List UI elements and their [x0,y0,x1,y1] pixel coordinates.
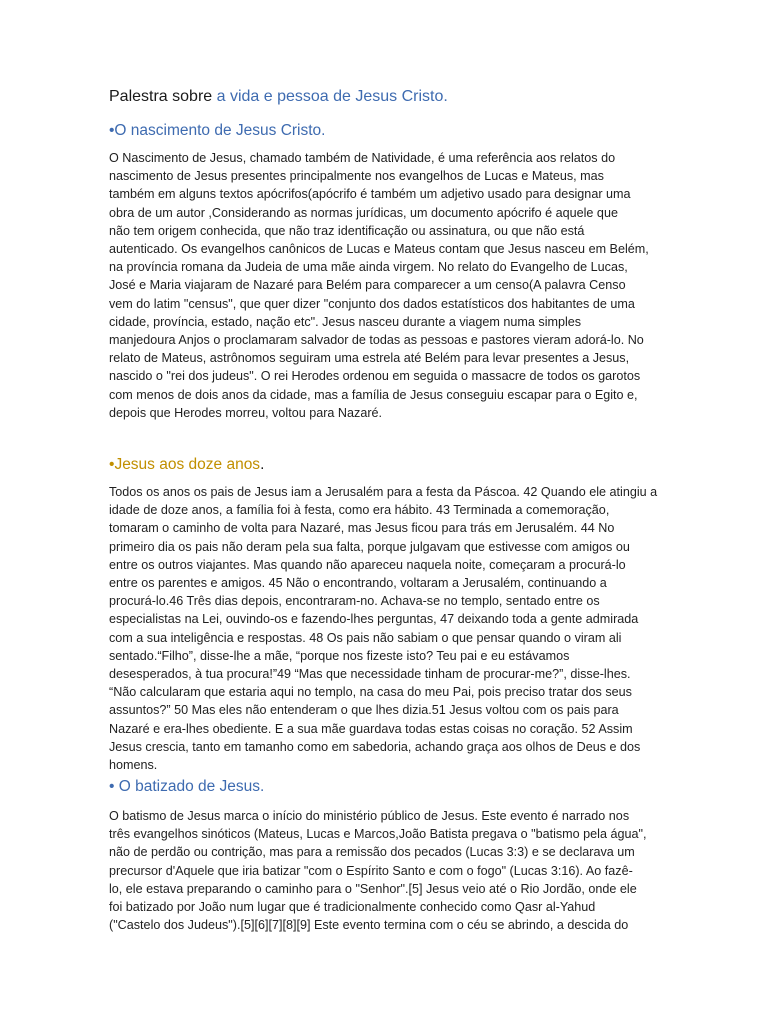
heading-bullet: • [109,456,115,473]
paragraph-line: entre os parentes e amigos. 45 Não o encontrando, voltaram a Jerusalém, continuando a [109,576,607,591]
heading-period: . [260,456,265,473]
heading-text: Jesus aos doze anos [114,456,261,473]
section-heading-nascimento: •O nascimento de Jesus Cristo. [109,122,326,139]
paragraph-line: procurá-lo.46 Três dias depois, encontraram-no. Achava-se no templo, sentado entre os [109,594,600,609]
paragraph-line: precursor d'Aquele que iria batizar "com o Espírito Santo e com o fogo" (Lucas 3:16). Ao fazê- [109,863,633,878]
paragraph-line: na província romana da Judeia de uma mãe ainda virgem. No relato do Evangelho de Lucas, [109,260,628,275]
paragraph-line: com a sua inteligência e respostas. 48 Os pais não sabiam o que pensar quando o viram ali [109,630,622,645]
title-prefix: Palestra sobre [109,88,217,105]
paragraph-line: obra de um autor ,Considerando as normas jurídicas, um documento apócrifo é aquele que [109,205,618,220]
section-heading-doze-anos [109,454,264,476]
paragraph-line: depois que Herodes morreu, voltou para Nazaré. [109,405,383,420]
paragraph-line: relato de Mateus, astrônomos seguiram uma estrela até Belém para levar presentes a Jesus, [109,351,630,366]
paragraph-line: Todos os anos os pais de Jesus iam a Jerusalém para a festa da Páscoa. 42 Quando ele atingiu a [109,485,658,499]
paragraph-line: autenticado. Os evangelhos canônicos de Lucas e Mateus contam que Jesus nasceu em Belém, [109,242,649,257]
paragraph-line: entre os outros viajantes. Mas quando não apareceu naquela noite, começaram a procurá-lo [109,557,626,572]
paragraph-line: idade de doze anos, a família foi à festa, como era hábito. 43 Terminada a comemoração, [109,503,610,518]
paragraph-line: Nazaré e era-lhes obediente. E a sua mãe guardava todas estas coisas no coração. 52 Assim [109,721,633,736]
paragraph-line: primeiro dia os pais não deram pela sua falta, porque julgavam que estivesse com amigos ou [109,539,630,554]
paragraph-line: O batismo de Jesus marca o início do ministério público de Jesus. Este evento é narrado nos [109,809,630,823]
paragraph-line: cidade, província, estado, nação etc". Jesus nasceu durante a viagem numa simples [109,314,582,329]
section-body-nascimento [109,149,669,422]
section-heading-batizado: • O batizado de Jesus. [109,778,265,795]
paragraph-line: também em alguns textos apócrifos(apócrifo é também um adjetivo usado para designar uma [109,187,631,202]
paragraph-line: ("Castelo dos Judeus").[5][6][7][8][9] Este evento termina com o céu se abrindo, a descida do [109,918,629,933]
paragraph-line: três evangelhos sinóticos (Mateus, Lucas e Marcos,João Batista pregava o "batismo pela água", [109,827,647,842]
paragraph-line: tomaram o caminho de volta para Nazaré, mas Jesus ficou para trás em Jerusalém. 44 No [109,521,615,536]
paragraph-line: O Nascimento de Jesus, chamado também de Natividade, é uma referência aos relatos do [109,151,616,165]
paragraph-line: lo, ele estava preparando o caminho para o "Senhor".[5] Jesus veio até o Rio Jordão, onde ele [109,881,637,896]
title-highlight: a vida e pessoa de Jesus Cristo. [216,88,448,105]
paragraph-line: Jesus crescia, tanto em tamanho como em sabedoria, achando graça aos olhos de Deus e dos [109,739,641,754]
paragraph-line: não tem origem conhecida, que não traz identificação ou assinatura, ou que não está [109,223,585,238]
section-body-doze-anos [109,483,669,774]
paragraph-line: manjedoura Anjos o proclamaram salvador de todas as pessoas e pastores vieram adorá-lo. No [109,333,644,348]
paragraph-line: nascimento de Jesus presentes principalmente nos evangelhos de Lucas e Mateus, mas [109,169,604,184]
page-title [109,86,448,108]
paragraph-line: desesperados, à tua procura!”49 “Mas que necessidade tinham de procurar-me?”, disse-lhes. [109,667,631,682]
paragraph-line: não de perdão ou contrição, mas para a remissão dos pecados (Lucas 3:3) e se declarava um [109,845,635,860]
paragraph-line: foi batizado por João num lugar que é tradicionalmente conhecido como Qasr al-Yahud [109,900,596,915]
paragraph-line: “Não calcularam que estaria aqui no templo, na casa do meu Pai, pois preciso tratar dos seus [109,685,632,700]
paragraph-line: nascido o "rei dos judeus". O rei Herodes ordenou em seguida o massacre de todos os garotos [109,369,641,384]
paragraph-line: vem do latim "census", que quer dizer "conjunto dos dados estatísticos dos habitantes de uma [109,296,635,311]
paragraph-line: com menos de dois anos da cidade, mas a família de Jesus conseguiu escapar para o Egito e, [109,387,638,402]
paragraph-line: homens. [109,758,158,773]
paragraph-line: José e Maria viajaram de Nazaré para Belém para comparecer a um censo(A palavra Censo [109,278,626,293]
paragraph-line: sentado.“Filho”, disse-lhe a mãe, “porque nos fizeste isto? Teu pai e eu estávamos [109,648,570,663]
paragraph-line: especialistas na Lei, ouvindo-os e fazendo-lhes perguntas, 47 deixando toda a gente admirada [109,612,639,627]
paragraph-line: assuntos?” 50 Mas eles não entenderam o que lhes dizia.51 Jesus voltou com os pais para [109,703,619,718]
section-body-batizado [109,807,669,934]
